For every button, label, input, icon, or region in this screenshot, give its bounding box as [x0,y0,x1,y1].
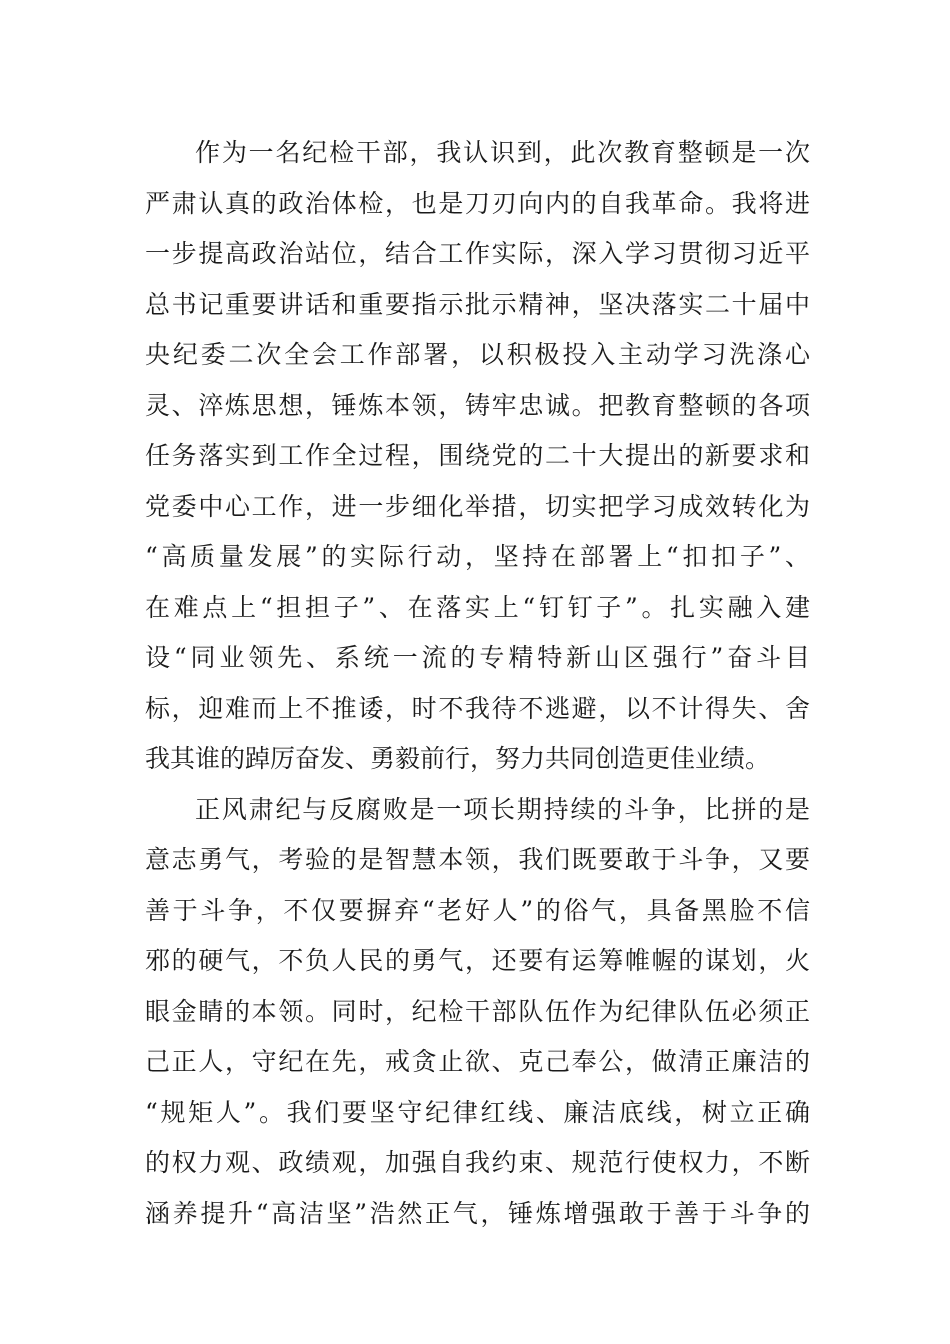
paragraph-1 [145,128,810,785]
paragraph-line: 意志勇气，考验的是智慧本领，我们既要敢于斗争，又要 [145,845,810,874]
paragraph-line: 严肃认真的政治体检，也是刀刃向内的自我革命。我将进 [145,188,810,218]
body-text [145,128,810,1239]
paragraph-line: 邪的硬气，不负人民的勇气，还要有运筹帷幄的谋划，火 [145,946,810,975]
paragraph-line: 灵、淬炼思想，锤炼本领，铸牢忠诚。把教育整顿的各项 [145,390,810,420]
paragraph-line: 己正人，守纪在先，戒贪止欲、克己奉公，做清正廉洁的 [145,1047,810,1076]
paragraph-line: “高质量发展”的实际行动，坚持在部署上“扣扣子”、 [145,542,810,571]
paragraph-line: 央纪委二次全会工作部署，以积极投入主动学习洗涤心 [145,340,810,369]
paragraph-line: 一步提高政治站位，结合工作实际，深入学习贯彻习近平 [145,239,810,268]
paragraph-line: 任务落实到工作全过程，围绕党的二十大提出的新要求和 [145,441,810,470]
paragraph-line: 设“同业领先、系统一流的专精特新山区强行”奋斗目 [145,643,810,672]
paragraph-line: 眼金睛的本领。同时，纪检干部队伍作为纪律队伍必须正 [145,996,810,1026]
paragraph-line: 党委中心工作，进一步细化举措，切实把学习成效转化为 [145,491,810,521]
paragraph-line: 涵养提升“高洁坚”浩然正气，锤炼增强敢于善于斗争的 [145,1198,810,1228]
paragraph-line: 在难点上“担担子”、在落实上“钉钉子”。扎实融入建 [145,592,810,622]
paragraph-line: 的权力观、政绩观，加强自我约束、规范行使权力，不断 [145,1148,810,1177]
paragraph-line: 作为一名纪检干部，我认识到，此次教育整顿是一次 [195,138,810,167]
paragraph-line: 标，迎难而上不推诿，时不我待不逃避，以不计得失、舍 [145,693,810,723]
paragraph-line: “规矩人”。我们要坚守纪律红线、廉洁底线，树立正确 [145,1097,810,1127]
paragraph-line: 正风肃纪与反腐败是一项长期持续的斗争，比拼的是 [195,794,810,824]
paragraph-line: 我其谁的踔厉奋发、勇毅前行，努力共同创造更佳业绩。 [145,744,771,773]
paragraph-line: 善于斗争，不仅要摒弃“老好人”的俗气，具备黑脸不信 [145,895,810,925]
paragraph-line: 总书记重要讲话和重要指示批示精神，坚决落实二十届中 [145,289,810,319]
paragraph-2 [145,785,810,1240]
